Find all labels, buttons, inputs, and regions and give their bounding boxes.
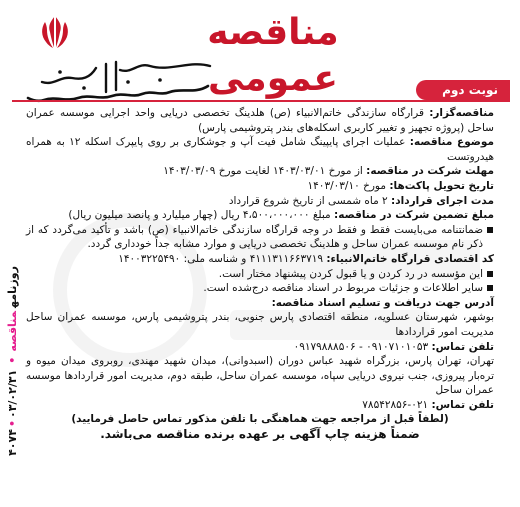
tenderer-paragraph	[26, 106, 494, 135]
coordination-notice: (لطفاً قبل از مراجعه جهت هماهنگی با تلفن مذکور تماس حاصل فرمایید)	[71, 413, 449, 426]
guarantee-text: مبلغ ۴،۵۰۰،۰۰۰،۰۰۰ ریال (چهار میلیارد و پانصد میلیون ریال)	[68, 209, 335, 222]
address-label: آدرس جهت دریافت و تسلیم اسناد مناقصه:	[271, 296, 494, 309]
rejection-note-item	[26, 267, 494, 282]
address-bushehr	[26, 310, 494, 339]
masthead-date: ۰۳/۰۲/۳۱	[6, 369, 19, 419]
deadline-text: از مورخ ۱۴۰۳/۰۳/۰۱ لغایت مورخ ۱۴۰۳/۰۳/۰۹	[163, 165, 367, 178]
economic-code-text: ۴۱۱۱۳۱۱۶۶۳۷۱۹ و شناسه ملی: ۱۴۰۰۳۲۲۵۴۹۰	[118, 252, 327, 265]
address-heading	[26, 296, 494, 311]
tender-details	[26, 106, 494, 442]
masthead-separator: •	[6, 356, 19, 364]
ad-cost-notice: ضمناً هزینه چاپ آگهی بر عهده برنده مناقصه می‌باشد.	[100, 427, 420, 442]
bullet-square-icon	[487, 271, 493, 277]
bullet-square-icon	[487, 285, 493, 291]
delivery-text: مورخ ۱۴۰۳/۰۳/۱۰	[307, 179, 390, 192]
guarantee-paragraph	[26, 208, 494, 223]
duration-label: مدت اجرای قرارداد:	[391, 194, 494, 207]
edition-badge	[416, 80, 510, 100]
edition-label: نوبت دوم	[442, 83, 498, 97]
header-rule	[12, 100, 510, 102]
phone-tehran-text: ۰۲۱-۷۸۵۴۲۸۵۶	[362, 398, 432, 411]
subject-label: موضوع مناقصه:	[409, 136, 495, 149]
deadline-paragraph	[26, 164, 494, 179]
subject-paragraph	[26, 135, 494, 164]
economic-code-paragraph	[26, 252, 494, 267]
address-bushehr-text: بوشهر، شهرستان عسلویه، منطقه اقتصادی پارس جنوبی، بندر پتروشیمی پارس، موسسه عمران ساحل مدیریت امور قراردادها	[26, 311, 494, 338]
guarantee-note-item	[26, 223, 494, 252]
delivery-paragraph	[26, 179, 494, 194]
subject-text: عملیات اجرای پایپینگ شامل فیت آپ و جوشکاری بر روی پایپرک اسکله ۱۲ به همراه هیدروتست	[26, 136, 494, 163]
economic-code-label: کد اقتصادی قرارگاه خاتم‌الانبیاء:	[326, 252, 494, 265]
masthead-edition: ۴۰۷۴	[6, 429, 19, 456]
phone-bushehr-label: تلفن تماس:	[431, 340, 494, 353]
address-tehran-text: تهران، تهران پارس، بزرگراه شهید عباس دوران (اسبدوانی)، میدان شهید مهندی، روبروی میدان میوه و تره‌بار پیروزی، جنب نیروی دریایی سپاه، موسسه عمران ساحل، طبقه دوم، مدیریت امور قراردادها موسسه عمران ساحل	[26, 355, 494, 397]
masthead-brand: مناقصه	[6, 310, 19, 352]
tenderer-text: قرارگاه سازندگی خاتم‌الانبیاء (ص) هلدینگ تخصصی دریایی واحد اجرایی موسسه عمران ساحل (پروژه تجهیز و تغییر کاربری اسکله‌های بندر پتروشیمی پارس)	[26, 107, 494, 134]
delivery-label: تاریخ تحویل پاکت‌ها:	[389, 179, 494, 192]
guarantee-note-text: ضمانتنامه می‌بایست فقط و فقط در وجه قرارگاه سازندگی خاتم‌الانبیاء (ص) باشد و تأکید می‌گردد که از ذکر نام موسسه عمران ساحل و هلدینگ تخصصی دریایی و موارد مشابه جداً خودداری گردد.	[26, 223, 483, 251]
phone-tehran-label: تلفن تماس:	[431, 398, 494, 411]
header	[0, 0, 520, 104]
rejection-note-text: این مؤسسه در رد کردن و یا قبول کردن پیشنهاد مختار است.	[218, 267, 483, 280]
deadline-label: مهلت شرکت در مناقصه:	[366, 165, 494, 178]
masthead-name: روزنامه	[6, 266, 19, 308]
phone-bushehr-text: ۰۹۱۰۷۱۰۱۰۵۳ - ۰۹۱۷۹۸۸۸۵۰۶	[293, 340, 432, 353]
newspaper-masthead	[2, 218, 24, 504]
address-tehran	[26, 354, 494, 398]
bullet-square-icon	[487, 227, 493, 233]
phone-bushehr-paragraph	[26, 340, 494, 355]
iran-emblem-icon	[38, 14, 72, 52]
duration-text: ۲ ماه شمسی از تاریخ شروع قرارداد	[228, 194, 392, 207]
documents-note-text: سایر اطلاعات و جزئیات مربوط در اسناد مناقصه درج‌شده است.	[203, 282, 483, 295]
page-title: مناقصه عمومی	[207, 12, 339, 99]
guarantee-label: مبلغ تضمین شرکت در مناقصه:	[334, 209, 494, 222]
duration-paragraph	[26, 194, 494, 209]
masthead-line	[2, 218, 24, 504]
masthead-separator: •	[6, 420, 19, 428]
documents-note-item	[26, 281, 494, 296]
tenderer-label: مناقصه‌گزار:	[429, 107, 494, 119]
phone-tehran-paragraph	[26, 398, 494, 413]
